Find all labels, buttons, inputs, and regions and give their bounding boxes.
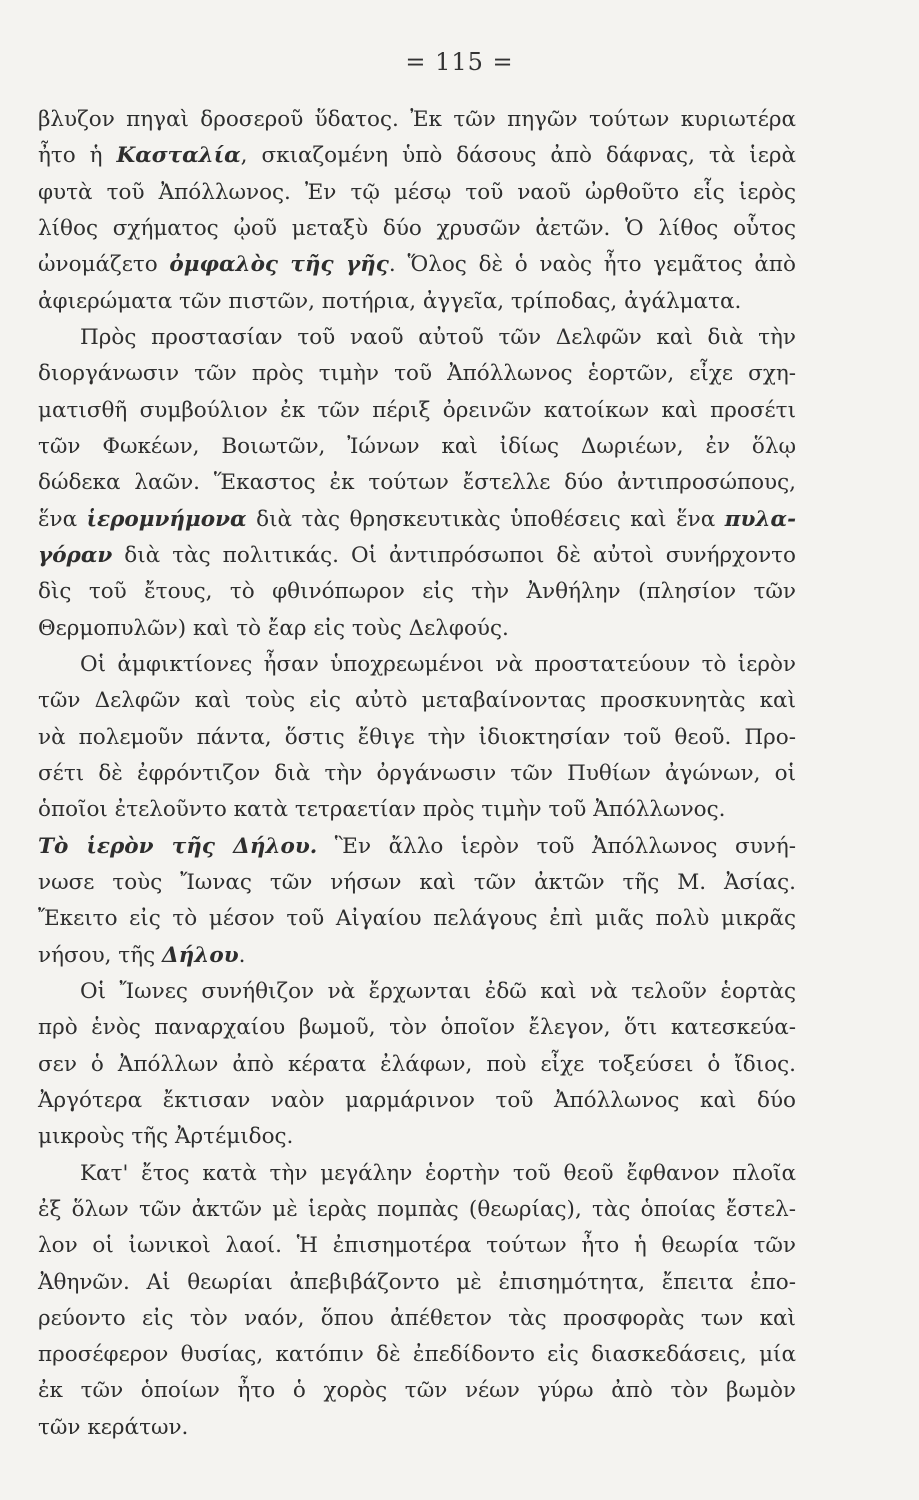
page-number: = 115 = xyxy=(405,48,514,76)
text-line xyxy=(38,1410,796,1446)
line-text: Οἱ ἀμφικτίονες ἦσαν ὑποχρεωμένοι νὰ προστατεύουν τὸ ἱερὸν xyxy=(80,651,796,677)
text-line xyxy=(38,720,796,756)
emphasized-term: γόραν xyxy=(38,542,113,568)
text-line xyxy=(38,938,796,974)
text-line xyxy=(38,247,796,283)
text-line xyxy=(38,138,796,174)
line-text: λίθος σχήματος ᾠοῦ μεταξὺ δύο χρυσῶν ἀετῶν. Ὁ λίθος οὗτος xyxy=(38,215,796,241)
line-text: τῶν Δελφῶν καὶ τοὺς εἰς αὐτὸ μεταβαίνοντας προσκυνητὰς καὶ xyxy=(38,688,796,714)
text-line xyxy=(38,974,796,1010)
text-line xyxy=(38,1192,796,1228)
text-line xyxy=(38,320,796,356)
text-line xyxy=(38,356,796,392)
text-line xyxy=(38,829,796,865)
text-line xyxy=(38,1010,796,1046)
line-text: ὁποῖοι ἐτελοῦντο κατὰ τετραετίαν πρὸς τιμὴν τοῦ Ἀπόλλωνος. xyxy=(38,797,726,823)
line-text: μικροὺς τῆς Ἀρτέμιδος. xyxy=(38,1124,294,1150)
line-text: δώδεκα λαῶν. Ἕκαστος ἐκ τούτων ἔστελλε δύο ἀντιπροσώπους, xyxy=(38,470,796,496)
text-line xyxy=(38,1047,796,1083)
line-text: Πρὸς προστασίαν τοῦ ναοῦ αὐτοῦ τῶν Δελφῶν καὶ διὰ τὴν xyxy=(80,324,796,350)
text-line xyxy=(38,647,796,683)
line-text: πρὸ ἑνὸς παναρχαίου βωμοῦ, τὸν ὁποῖον ἔλεγον, ὅτι κατεσκεύα- xyxy=(38,1015,796,1041)
line-text: Ἔκειτο εἰς τὸ μέσον τοῦ Αἰγαίου πελάγους ἐπὶ μιᾶς πολὺ μικρᾶς xyxy=(38,906,796,932)
line-text: . xyxy=(238,942,246,968)
line-text: διὰ τὰς θρησκευτικὰς ὑποθέσεις καὶ ἕνα xyxy=(246,506,725,532)
body-text xyxy=(38,102,796,1446)
line-text: , σκιαζομένη ὑπὸ δάσους ἀπὸ δάφνας, τὰ ἱερὰ xyxy=(240,143,796,169)
line-text: Θερμοπυλῶν) καὶ τὸ ἔαρ εἰς τοὺς Δελφούς. xyxy=(38,615,509,641)
line-text: φυτὰ τοῦ Ἀπόλλωνος. Ἐν τῷ μέσῳ τοῦ ναοῦ ὠρθοῦτο εἷς ἱερὸς xyxy=(38,179,796,205)
text-line xyxy=(38,792,796,828)
line-text: λον οἱ ἰωνικοὶ λαοί. Ἡ ἐπισημοτέρα τούτων ἦτο ἡ θεωρία τῶν xyxy=(38,1233,796,1259)
emphasized-term: Τὸ ἱερὸν τῆς Δήλου. xyxy=(38,833,318,859)
line-text: νὰ πολεμοῦν πάντα, ὅστις ἔθιγε τὴν ἰδιοκτησίαν τοῦ θεοῦ. Προ- xyxy=(38,724,796,750)
emphasized-term: Κασταλία xyxy=(116,143,241,169)
text-line xyxy=(38,683,796,719)
text-line xyxy=(38,393,796,429)
line-text: δὶς τοῦ ἔτους, τὸ φθινόπωρον εἰς τὴν Ἀνθήλην (πλησίον τῶν xyxy=(38,579,796,605)
text-line xyxy=(38,211,796,247)
line-text: ἐκ τῶν ὁποίων ἦτο ὁ χορὸς τῶν νέων γύρω ἀπὸ τὸν βωμὸν xyxy=(38,1378,796,1404)
line-text: νήσου, τῆς xyxy=(38,942,162,968)
line-text: ἐξ ὅλων τῶν ἀκτῶν μὲ ἱερὰς πομπὰς (θεωρίας), τὰς ὁποίας ἔστελ- xyxy=(38,1196,796,1222)
line-text: Κατ' ἔτος κατὰ τὴν μεγάλην ἑορτὴν τοῦ θεοῦ ἔφθανον πλοῖα xyxy=(80,1160,796,1186)
line-text: ἀφιερώματα τῶν πιστῶν, ποτήρια, ἀγγεῖα, τρίποδας, ἀγάλματα. xyxy=(38,288,742,314)
text-line xyxy=(38,502,796,538)
emphasized-term: ὀμφαλὸς τῆς γῆς xyxy=(169,252,389,278)
text-line xyxy=(38,1083,796,1119)
line-text: Ἓν ἄλλο ἱερὸν τοῦ Ἀπόλλωνος συνή- xyxy=(317,833,796,859)
line-text: ἕνα xyxy=(38,506,87,532)
text-line xyxy=(38,429,796,465)
line-text: διοργάνωσιν τῶν πρὸς τιμὴν τοῦ Ἀπόλλωνος ἑορτῶν, εἶχε σχη- xyxy=(38,361,796,387)
text-line xyxy=(38,574,796,610)
line-text: σεν ὁ Ἀπόλλων ἀπὸ κέρατα ἐλάφων, ποὺ εἶχε τοξεύσει ὁ ἴδιος. xyxy=(38,1051,796,1077)
line-text: διὰ τὰς πολιτικάς. Οἱ ἀντιπρόσωποι δὲ αὐτοὶ συνήρχοντο xyxy=(112,542,796,568)
line-text: τῶν Φωκέων, Βοιωτῶν, Ἰώνων καὶ ἰδίως Δωριέων, ἐν ὅλῳ xyxy=(38,433,796,459)
text-line xyxy=(38,175,796,211)
line-text: Ἀργότερα ἔκτισαν ναὸν μαρμάρινον τοῦ Ἀπόλλωνος καὶ δύο xyxy=(38,1087,796,1113)
line-text: ρεύοντο εἰς τὸν ναόν, ὅπου ἀπέθετον τὰς προσφορὰς των καὶ xyxy=(38,1305,796,1331)
text-line xyxy=(38,1228,796,1264)
text-line xyxy=(38,1373,796,1409)
text-line xyxy=(38,102,796,138)
text-line xyxy=(38,1337,796,1373)
line-text: τῶν κεράτων. xyxy=(38,1414,189,1440)
emphasized-term: ἱερομνήμονα xyxy=(86,506,247,532)
line-text: . Ὅλος δὲ ὁ ναὸς ἦτο γεμᾶτος ἀπὸ xyxy=(388,252,796,278)
text-line xyxy=(38,901,796,937)
text-line xyxy=(38,465,796,501)
text-line xyxy=(38,1119,796,1155)
line-text: νωσε τοὺς Ἴωνας τῶν νήσων καὶ τῶν ἀκτῶν τῆς Μ. Ἀσίας. xyxy=(38,869,796,895)
text-line xyxy=(38,538,796,574)
emphasized-term: Δήλου xyxy=(161,942,239,968)
line-text: ὠνομάζετο xyxy=(38,252,170,278)
line-text: προσέφερον θυσίας, κατόπιν δὲ ἐπεδίδοντο εἰς διασκεδάσεις, μία xyxy=(38,1342,796,1368)
line-text: βλυζον πηγαὶ δροσεροῦ ὕδατος. Ἐκ τῶν πηγῶν τούτων κυριωτέρα xyxy=(38,107,796,132)
line-text: Οἱ Ἴωνες συνήθιζον νὰ ἔρχωνται ἐδῶ καὶ νὰ τελοῦν ἑορτὰς xyxy=(80,978,796,1004)
emphasized-term: πυλα- xyxy=(724,506,796,532)
line-text: σέτι δὲ ἐφρόντιζον διὰ τὴν ὀργάνωσιν τῶν Πυθίων ἀγώνων, οἱ xyxy=(38,760,796,786)
line-text: Ἀθηνῶν. Αἱ θεωρίαι ἀπεβιβάζοντο μὲ ἐπισημότητα, ἔπειτα ἐπο- xyxy=(38,1269,796,1295)
text-line xyxy=(38,284,796,320)
line-text: ματισθῆ συμβούλιον ἐκ τῶν πέριξ ὀρεινῶν κατοίκων καὶ προσέτι xyxy=(38,397,796,423)
text-line xyxy=(38,1265,796,1301)
text-line xyxy=(38,611,796,647)
line-text: ἦτο ἡ xyxy=(38,143,117,169)
text-line xyxy=(38,1301,796,1337)
text-line xyxy=(38,756,796,792)
text-line xyxy=(38,865,796,901)
text-line xyxy=(38,1156,796,1192)
